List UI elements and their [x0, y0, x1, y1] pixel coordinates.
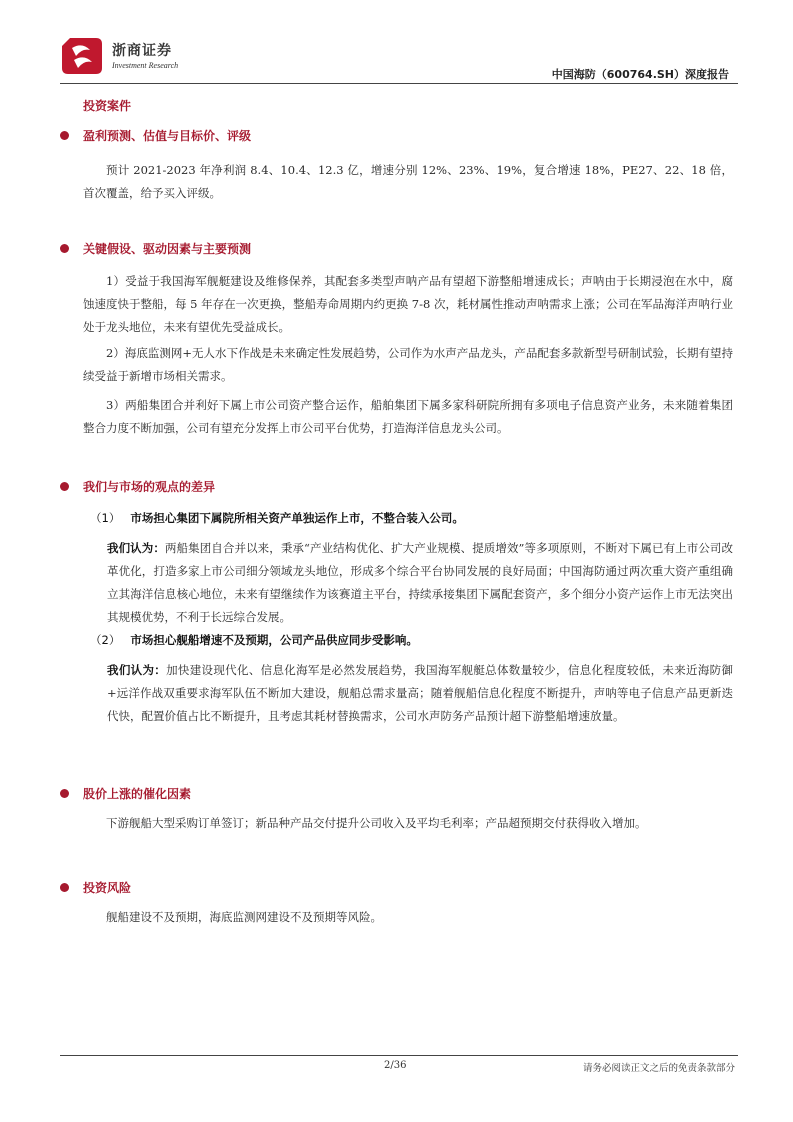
difference-item-1-body [107, 537, 733, 629]
footer-divider [60, 1055, 738, 1056]
item-title-text: 市场担心集团下属院所相关资产单独运作上市，不整合装入公司。 [130, 511, 464, 525]
header-divider [60, 83, 738, 84]
block-heading-text: 股价上涨的催化因素 [83, 787, 192, 801]
block-heading-assumptions [60, 240, 251, 257]
difference-item-2-body [107, 659, 733, 728]
section-title: 投资案件 [83, 99, 132, 113]
block-heading-differences [60, 478, 215, 495]
item-number: （2） [90, 633, 121, 647]
our-view-text: 加快建设现代化、信息化海军是必然发展趋势，我国海军舰艇总体数量较少，信息化程度较低，未来近海防御+远洋作战双重要求海军队伍不断加大建设，舰船总需求量高；随着舰船信息化程度不断提升，声呐等电子信息产品更新迭代快，配置价值占比不断提升，且考虑其耗材替换需求，公司水声防务产品预计超下游整船增速放量。 [107, 663, 734, 723]
paragraph-catalysts: 下游舰船大型采购订单签订；新品种产品交付提升公司收入及平均毛利率；产品超预期交付获得收入增加。 [106, 816, 647, 830]
block-heading-risks [60, 879, 131, 896]
item-title-text: 市场担心舰船增速不及预期，公司产品供应同步受影响。 [130, 633, 418, 647]
paragraph-assumption-1: 1）受益于我国海军舰艇建设及维修保养，其配套多类型声呐产品有望超下游整船增速成长；声呐由于长期浸泡在水中，腐蚀速度快于整船，每 5 年存在一次更换，整船寿命周期内约更换 7-8 次，耗材属性推动声呐需求上涨；公司在军品海洋声呐行业处于龙头地位，未来有望优先受益成长。 [83, 274, 733, 334]
our-view-label: 我们认为： [107, 663, 167, 677]
paragraph-risks: 舰船建设不及预期，海底监测网建设不及预期等风险。 [106, 910, 382, 924]
difference-item-1-title [90, 510, 464, 526]
difference-item-2-title [90, 632, 418, 648]
brand-logo [60, 34, 210, 78]
item-number: （1） [90, 511, 121, 525]
brand-name-en: Investment Research [112, 61, 179, 70]
bullet-dot-icon [60, 789, 69, 798]
brand-name-cn: 浙商证券 [112, 43, 172, 59]
paragraph-assumption-2: 2）海底监测网+无人水下作战是未来确定性发展趋势，公司作为水声产品龙头，产品配套多款新型号研制试验，长期有望持续受益于新增市场相关需求。 [83, 346, 733, 383]
bullet-dot-icon [60, 883, 69, 892]
bullet-dot-icon [60, 131, 69, 140]
disclaimer-text: 请务必阅读正文之后的免责条款部分 [582, 1063, 735, 1074]
bullet-dot-icon [60, 244, 69, 253]
brand-logo-icon [60, 34, 104, 78]
our-view-label: 我们认为： [107, 541, 165, 555]
block-heading-catalysts [60, 785, 191, 802]
block-heading-earnings [60, 127, 251, 144]
our-view-text: 两船集团自合并以来，秉承“产业结构优化、扩大产业规模、提质增效”等多项原则，不断对下属已有上市公司改革优化，打造多家上市公司细分领域龙头地位，形成多个综合平台协同发展的良好局面；中国海防通过两次重大资产重组确立其海洋信息核心地位，未来有望继续作为该赛道主平台，持续承接集团下属配套资产，多个细分小资产运作上市无法突出其规模优势，不利于长远综合发展。 [107, 541, 734, 624]
page-number: 2/36 [384, 1060, 407, 1071]
paragraph-assumption-3: 3）两船集团合并利好下属上市公司资产整合运作，船舶集团下属多家科研院所拥有多项电子信息资产业务，未来随着集团整合力度不断加强，公司有望充分发挥上市公司平台优势，打造海洋信息龙头公司。 [83, 398, 733, 435]
report-title: 中国海防（600764.SH）深度报告 [551, 68, 729, 81]
block-heading-text: 我们与市场的观点的差异 [83, 480, 216, 494]
block-heading-text: 盈利预测、估值与目标价、评级 [83, 129, 252, 143]
bullet-dot-icon [60, 482, 69, 491]
paragraph-earnings: 预计 2021-2023 年净利润 8.4、10.4、12.3 亿，增速分别 12%、23%、19%，复合增速 18%，PE27、22、18 倍，首次覆盖，给予买入评级。 [83, 163, 733, 200]
block-heading-text: 投资风险 [83, 881, 132, 895]
block-heading-text: 关键假设、驱动因素与主要预测 [83, 242, 252, 256]
